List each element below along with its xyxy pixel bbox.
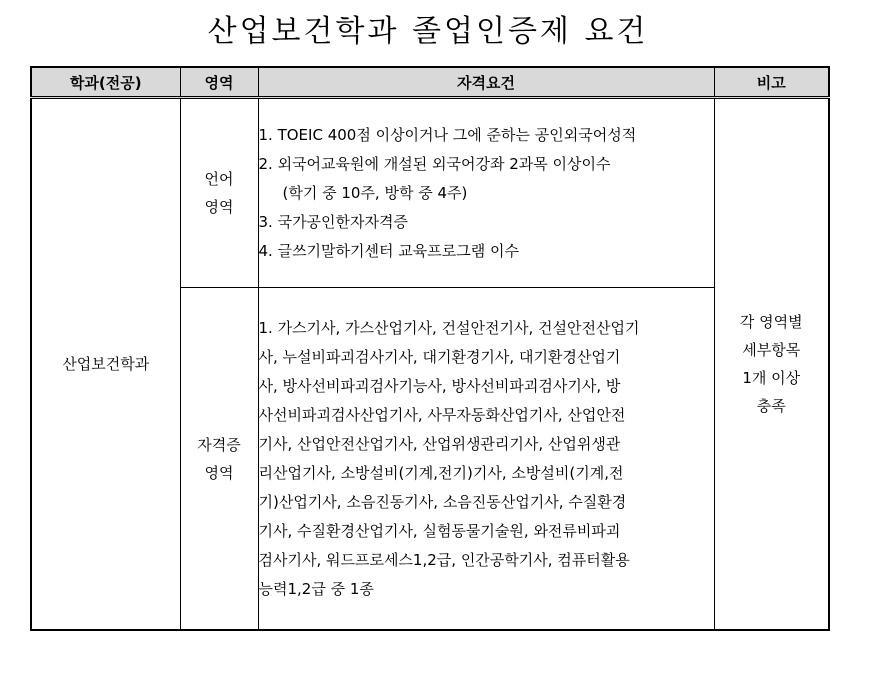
certificate-requirements-cell	[258, 288, 714, 631]
remark-line-4: 충족	[756, 397, 786, 415]
certificate-line-7: 기)산업기사, 소음진동기사, 소음진동산업기사, 수질환경	[258, 492, 627, 511]
remark-line-1: 각 영역별	[739, 313, 803, 331]
remark-line-3: 1개 이상	[742, 369, 801, 387]
certificate-area-name-1: 자격증	[197, 435, 241, 454]
language-requirements-list	[259, 121, 714, 266]
language-area-cell	[180, 98, 258, 288]
language-item-2: 2. 외국어교육원에 개설된 외국어강좌 2과목 이상이수	[258, 154, 611, 173]
language-area-row	[31, 98, 829, 288]
department-cell: 산업보건학과	[31, 98, 180, 631]
certificate-line-3: 사, 방사선비파괴검사기능사, 방사선비파괴검사기사, 방	[258, 376, 621, 395]
certificate-line-2: 사, 누설비파괴검사기사, 대기환경기사, 대기환경산업기	[258, 347, 621, 366]
certificate-line-8: 기사, 수질환경산업기사, 실험동물기술원, 와전류비파괴	[258, 521, 621, 540]
language-item-2-note: (학기 중 10주, 방학 중 4주)	[282, 183, 468, 202]
remark-line-2: 세부항목	[742, 341, 801, 359]
document-title: 산업보건학과 졸업인증제 요건	[207, 14, 649, 49]
header-requirements: 자격요건	[258, 67, 714, 98]
certificate-line-9: 검사기사, 워드프로세스1,2급, 인간공학기사, 컴퓨터활용	[258, 550, 630, 569]
remarks-cell	[714, 98, 829, 631]
certificate-area-name-2: 영역	[204, 463, 234, 482]
header-area: 영역	[180, 67, 258, 98]
header-remarks: 비고	[714, 67, 829, 98]
certificate-line-1: 1. 가스기사, 가스산업기사, 건설안전기사, 건설안전산업기	[258, 318, 640, 337]
certificate-line-5: 기사, 산업안전산업기사, 산업위생관리기사, 산업위생관	[258, 434, 621, 453]
certificate-line-4: 사선비파괴검사산업기사, 사무자동화산업기사, 산업안전	[258, 405, 626, 424]
language-area-name-1: 언어	[204, 170, 234, 188]
certificate-line-10: 능력1,2급 중 1종	[258, 579, 374, 598]
requirements-table	[30, 66, 830, 631]
certificate-area-cell	[180, 288, 258, 631]
header-department: 학과(전공)	[31, 67, 180, 98]
language-item-3: 3. 국가공인한자자격증	[258, 212, 408, 231]
language-item-4: 4. 글쓰기말하기센터 교육프로그램 이수	[258, 241, 519, 260]
certificate-line-6: 리산업기사, 소방설비(기계,전기)기사, 소방설비(기계,전	[258, 463, 624, 482]
language-requirements-cell	[258, 98, 714, 288]
language-item-1: 1. TOEIC 400점 이상이거나 그에 준하는 공인외국어성적	[258, 125, 637, 144]
header-row	[31, 67, 829, 98]
language-area-name-2: 영역	[204, 198, 234, 216]
